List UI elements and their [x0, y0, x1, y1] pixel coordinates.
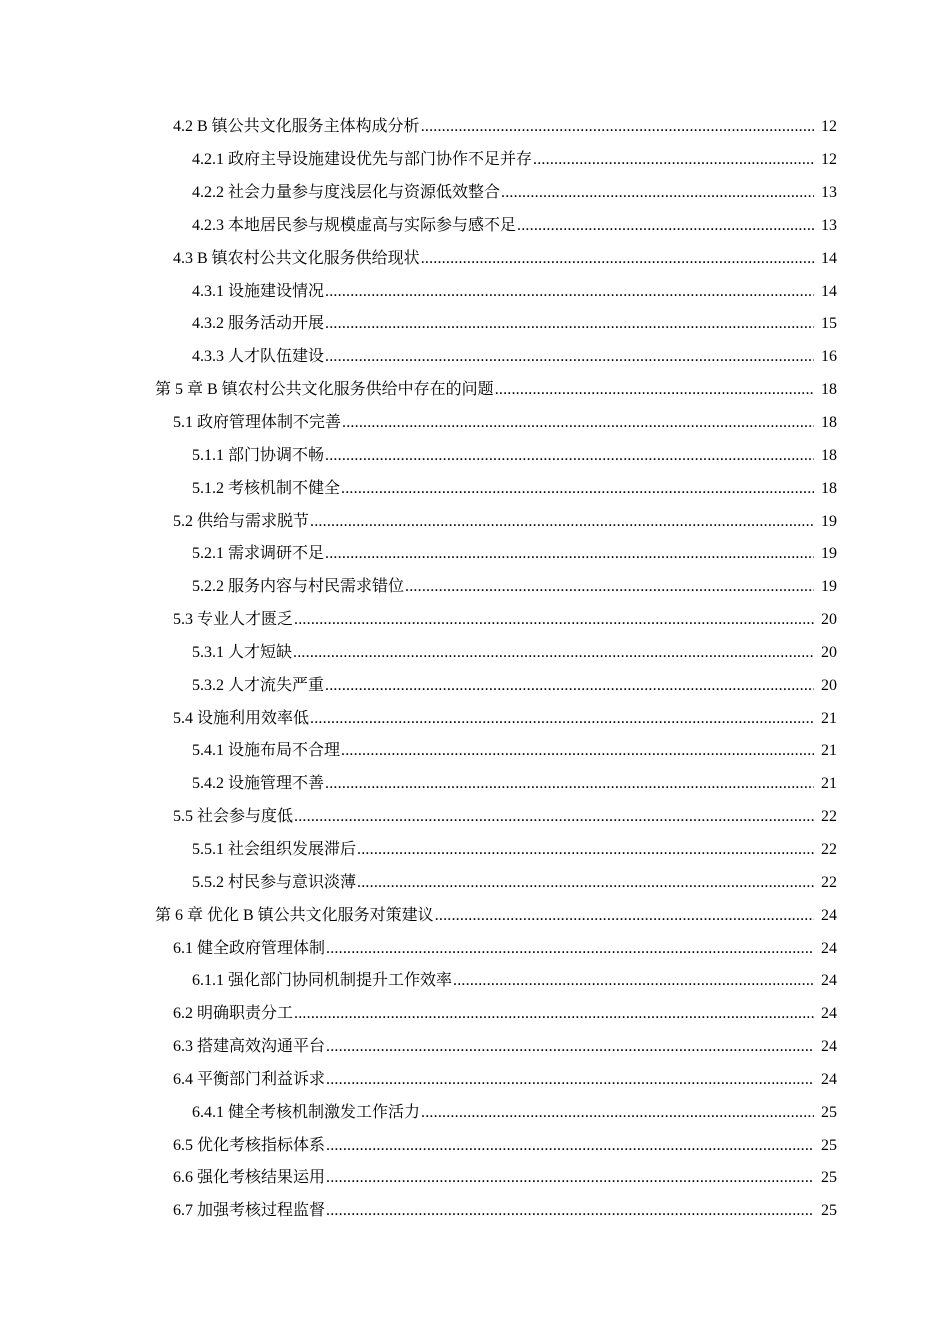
toc-page-number: 21 [821, 742, 837, 760]
toc-dot-leader [421, 249, 814, 269]
toc-dot-leader [325, 544, 814, 564]
toc-entry[interactable] [0, 834, 950, 867]
toc-page-number: 14 [821, 249, 837, 267]
toc-entry-title: 6.5 优化考核指标体系 [173, 1136, 326, 1154]
toc-entry[interactable] [0, 472, 950, 505]
toc-entry[interactable] [0, 177, 950, 210]
toc-entry[interactable] [0, 308, 950, 341]
toc-entry-title: 5.2.2 服务内容与村民需求错位 [192, 578, 405, 596]
toc-entry[interactable] [0, 637, 950, 670]
toc-dot-leader [294, 807, 814, 827]
toc-dot-leader [435, 906, 814, 926]
toc-dot-leader [325, 676, 814, 696]
toc-entry[interactable] [0, 1063, 950, 1096]
toc-page-number: 18 [821, 381, 837, 399]
toc-page-number: 25 [821, 1202, 837, 1220]
toc-dot-leader [421, 1103, 814, 1123]
toc-entry-title: 5.5.1 社会组织发展滞后 [192, 840, 357, 858]
toc-dot-leader [453, 971, 814, 991]
toc-entry[interactable] [0, 275, 950, 308]
toc-entry-title: 5.3.1 人才短缺 [192, 643, 293, 661]
toc-entry[interactable] [0, 439, 950, 472]
toc-entry[interactable] [0, 1031, 950, 1064]
toc-page-number: 14 [821, 282, 837, 300]
toc-dot-leader [501, 183, 814, 203]
toc-page-number: 24 [821, 1038, 837, 1056]
toc-page-number: 25 [821, 1169, 837, 1187]
toc-page-number: 22 [821, 808, 837, 826]
toc-dot-leader [495, 380, 814, 400]
toc-page-number: 20 [821, 643, 837, 661]
toc-page-number: 12 [821, 118, 837, 136]
toc-entry-title: 4.2 B 镇公共文化服务主体构成分析 [173, 118, 420, 136]
toc-dot-leader [310, 512, 814, 532]
toc-entry-title: 5.5.2 村民参与意识淡薄 [192, 873, 357, 891]
toc-page-number: 18 [821, 414, 837, 432]
toc-entry[interactable] [0, 866, 950, 899]
toc-page-number: 25 [821, 1103, 837, 1121]
toc-entry-title: 4.2.2 社会力量参与度浅层化与资源低效整合 [192, 184, 501, 202]
toc-page-number: 25 [821, 1136, 837, 1154]
toc-entry[interactable] [0, 735, 950, 768]
toc-entry[interactable] [0, 998, 950, 1031]
toc-page-number: 13 [821, 216, 837, 234]
toc-entry-title: 5.3 专业人才匮乏 [173, 611, 294, 629]
toc-page-number: 18 [821, 446, 837, 464]
toc-entry-title: 第 5 章 B 镇农村公共文化服务供给中存在的问题 [155, 381, 494, 399]
table-of-contents [0, 111, 950, 1228]
toc-entry[interactable] [0, 210, 950, 243]
toc-entry-title: 4.3 B 镇农村公共文化服务供给现状 [173, 249, 420, 267]
toc-entry-title: 5.4.1 设施布局不合理 [192, 742, 341, 760]
toc-page-number: 24 [821, 939, 837, 957]
toc-entry-title: 5.5 社会参与度低 [173, 808, 294, 826]
toc-entry[interactable] [0, 604, 950, 637]
toc-page-number: 22 [821, 840, 837, 858]
toc-entry-title: 5.2 供给与需求脱节 [173, 512, 310, 530]
toc-entry[interactable] [0, 538, 950, 571]
toc-entry[interactable] [0, 111, 950, 144]
toc-dot-leader [294, 610, 814, 630]
toc-entry[interactable] [0, 242, 950, 275]
toc-dot-leader [517, 216, 814, 236]
toc-dot-leader [325, 774, 814, 794]
toc-entry[interactable] [0, 899, 950, 932]
toc-entry-title: 4.2.3 本地居民参与规模虚高与实际参与感不足 [192, 216, 517, 234]
toc-dot-leader [325, 347, 814, 367]
toc-page-number: 24 [821, 972, 837, 990]
toc-entry[interactable] [0, 505, 950, 538]
toc-page-number: 19 [821, 545, 837, 563]
toc-entry[interactable] [0, 407, 950, 440]
toc-dot-leader [326, 939, 814, 959]
toc-entry[interactable] [0, 341, 950, 374]
toc-entry-title: 6.2 明确职责分工 [173, 1005, 294, 1023]
toc-entry[interactable] [0, 144, 950, 177]
toc-dot-leader [341, 479, 814, 499]
toc-entry[interactable] [0, 1162, 950, 1195]
toc-entry[interactable] [0, 1096, 950, 1129]
toc-entry-title: 4.3.3 人才队伍建设 [192, 348, 325, 366]
toc-entry-title: 第 6 章 优化 B 镇公共文化服务对策建议 [155, 906, 434, 924]
toc-entry[interactable] [0, 932, 950, 965]
toc-page-number: 13 [821, 184, 837, 202]
toc-dot-leader [326, 1037, 814, 1057]
toc-entry-title: 4.3.1 设施建设情况 [192, 282, 325, 300]
toc-entry-title: 5.4 设施利用效率低 [173, 709, 310, 727]
toc-entry-title: 6.1.1 强化部门协同机制提升工作效率 [192, 972, 453, 990]
toc-page-number: 18 [821, 479, 837, 497]
toc-dot-leader [325, 282, 814, 302]
toc-page-number: 20 [821, 611, 837, 629]
toc-page-number: 16 [821, 348, 837, 366]
toc-entry-title: 6.4 平衡部门利益诉求 [173, 1070, 326, 1088]
toc-page-number: 19 [821, 578, 837, 596]
toc-page-number: 12 [821, 151, 837, 169]
toc-dot-leader [326, 1136, 814, 1156]
toc-entry-title: 4.3.2 服务活动开展 [192, 315, 325, 333]
toc-page-number: 24 [821, 906, 837, 924]
toc-dot-leader [310, 709, 814, 729]
toc-page-number: 22 [821, 873, 837, 891]
toc-dot-leader [326, 1070, 814, 1090]
toc-page-number: 21 [821, 775, 837, 793]
toc-entry-title: 6.3 搭建高效沟通平台 [173, 1038, 326, 1056]
toc-entry[interactable] [0, 1129, 950, 1162]
toc-page-number: 19 [821, 512, 837, 530]
toc-dot-leader [357, 840, 814, 860]
toc-entry[interactable] [0, 801, 950, 834]
toc-dot-leader [325, 314, 814, 334]
toc-entry[interactable] [0, 571, 950, 604]
toc-dot-leader [326, 1201, 814, 1221]
toc-entry[interactable] [0, 965, 950, 998]
toc-entry-title: 6.6 强化考核结果运用 [173, 1169, 326, 1187]
toc-entry-title: 5.3.2 人才流失严重 [192, 676, 325, 694]
toc-page-number: 15 [821, 315, 837, 333]
toc-page-number: 21 [821, 709, 837, 727]
toc-dot-leader [342, 413, 814, 433]
toc-entry-title: 5.1 政府管理体制不完善 [173, 414, 342, 432]
toc-dot-leader [325, 446, 814, 466]
toc-dot-leader [294, 1004, 814, 1024]
toc-dot-leader [421, 117, 814, 137]
toc-entry-title: 6.1 健全政府管理体制 [173, 939, 326, 957]
toc-page-number: 20 [821, 676, 837, 694]
toc-dot-leader [533, 150, 814, 170]
toc-dot-leader [293, 643, 814, 663]
toc-page-number: 24 [821, 1070, 837, 1088]
toc-entry-title: 5.1.2 考核机制不健全 [192, 479, 341, 497]
toc-entry[interactable] [0, 702, 950, 735]
toc-entry-title: 5.1.1 部门协调不畅 [192, 446, 325, 464]
toc-dot-leader [405, 577, 814, 597]
toc-entry-title: 5.4.2 设施管理不善 [192, 775, 325, 793]
toc-dot-leader [357, 873, 814, 893]
toc-entry[interactable] [0, 669, 950, 702]
toc-entry[interactable] [0, 768, 950, 801]
toc-dot-leader [326, 1168, 814, 1188]
toc-entry[interactable] [0, 1195, 950, 1228]
toc-dot-leader [341, 741, 814, 761]
toc-page-number: 24 [821, 1005, 837, 1023]
toc-entry-title: 6.4.1 健全考核机制激发工作活力 [192, 1103, 421, 1121]
toc-entry-title: 4.2.1 政府主导设施建设优先与部门协作不足并存 [192, 151, 533, 169]
toc-entry-title: 6.7 加强考核过程监督 [173, 1202, 326, 1220]
toc-entry-title: 5.2.1 需求调研不足 [192, 545, 325, 563]
toc-entry[interactable] [0, 374, 950, 407]
